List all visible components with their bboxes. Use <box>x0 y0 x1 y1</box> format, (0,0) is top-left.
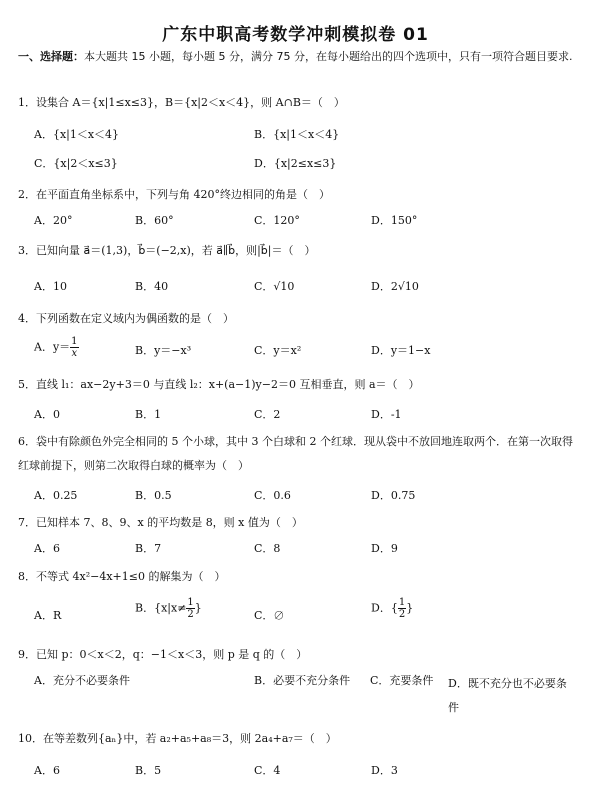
question-stem: 在平面直角坐标系中，下列与角 420°终边相同的角是（ ） <box>36 188 330 201</box>
question-7 <box>18 514 583 530</box>
page-title: 广东中职高考数学冲刺模拟卷 01 <box>162 25 429 45</box>
question-number: 4． <box>18 312 36 325</box>
question-10 <box>18 730 583 746</box>
fraction-numerator: 1 <box>187 597 194 608</box>
q7-option-b: B．7 <box>135 542 162 555</box>
q7-option-a: A．6 <box>34 542 60 555</box>
fraction-denominator: x <box>71 348 78 359</box>
question-8 <box>18 568 583 584</box>
q9-option-b: B．必要不充分条件 <box>254 674 351 687</box>
q4-option-d: D．y＝1−x <box>371 344 431 357</box>
q7-option-c: C．8 <box>254 542 281 555</box>
q3-option-d: D．2√10 <box>371 280 419 293</box>
question-stem: 已知样本 7、8、9、x 的平均数是 8，则 x 值为（ ） <box>36 516 303 529</box>
q8-option-b <box>135 597 202 620</box>
question-stem: 袋中有除颜色外完全相同的 5 个小球，其中 3 个白球和 2 个红球．现从袋中不放回地连取两个．在第一次取得红球前提下，则第二次取得白球的概率为（ ） <box>18 435 573 472</box>
q4-option-a <box>34 336 79 359</box>
q10-option-a: A．6 <box>34 764 60 777</box>
q3-option-a: A．10 <box>34 280 67 293</box>
q2-option-d: D．150° <box>371 214 418 227</box>
section-heading: 一、选择题： <box>18 50 84 63</box>
q4-option-a-label: A．y＝ <box>34 340 71 354</box>
question-2 <box>18 186 583 202</box>
fraction-one-half <box>398 597 406 620</box>
q9-option-d: D．既不充分也不必要条件 <box>448 677 567 714</box>
question-number: 8． <box>18 570 36 583</box>
q8-option-d-label: D．{ <box>371 601 398 615</box>
q8-option-d <box>371 597 413 620</box>
q8-option-b-close: } <box>194 601 202 615</box>
fraction-numerator: 1 <box>398 597 406 608</box>
q10-option-b: B．5 <box>135 764 162 777</box>
section-instructions <box>18 48 578 66</box>
q8-option-b-label: B．{x|x≠ <box>135 601 187 615</box>
q4-option-b: B．y＝−x³ <box>135 344 192 357</box>
fraction-1-over-x <box>70 336 78 359</box>
question-stem: 直线 l₁：ax−2y+3＝0 与直线 l₂：x+(a−1)y−2＝0 互相垂直，则 a＝（ ） <box>36 378 420 391</box>
q6-option-b: B．0.5 <box>135 489 172 502</box>
q8-option-c: C．∅ <box>254 609 285 622</box>
q6-option-d: D．0.75 <box>371 489 416 502</box>
question-1 <box>18 94 583 110</box>
question-stem: 已知向量 a⃗＝(1,3)，b⃗＝(−2,x)，若 a⃗∥b⃗，则|b⃗|＝（ ） <box>36 244 316 257</box>
question-number: 10． <box>18 732 43 745</box>
q8-option-d-close: } <box>406 601 414 615</box>
q6-option-c: C．0.6 <box>254 489 291 502</box>
question-4 <box>18 310 583 326</box>
question-number: 9． <box>18 648 36 661</box>
question-stem: 下列函数在定义域内为偶函数的是（ ） <box>36 312 234 325</box>
section-description: 本大题共 15 小题，每小题 5 分，满分 75 分，在每小题给出的四个选项中，只有一项符合题目要求. <box>84 50 573 63</box>
question-9 <box>18 646 583 662</box>
q4-option-c: C．y＝x² <box>254 344 302 357</box>
question-stem: 已知 p：0＜x＜2，q：−1＜x＜3，则 p 是 q 的（ ） <box>36 648 308 661</box>
q2-option-a: A．20° <box>34 214 73 227</box>
q8-option-a: A．R <box>34 609 62 622</box>
q6-option-a: A．0.25 <box>34 489 78 502</box>
q1-option-d: D．{x|2≤x≤3} <box>254 157 337 170</box>
question-6 <box>18 430 576 478</box>
fraction-one-half <box>186 597 194 620</box>
question-number: 3． <box>18 244 36 257</box>
question-5 <box>18 376 583 392</box>
q5-option-a: A．0 <box>34 408 60 421</box>
fraction-numerator: 1 <box>71 336 78 347</box>
q9-option-c: C．充要条件 <box>370 674 434 687</box>
question-number: 7． <box>18 516 36 529</box>
q1-option-a: A．{x|1＜x＜4} <box>34 128 120 141</box>
question-3 <box>18 242 583 258</box>
fraction-denominator: 2 <box>398 609 406 620</box>
q5-option-c: C．2 <box>254 408 281 421</box>
question-number: 2． <box>18 188 36 201</box>
question-number: 6． <box>18 435 36 448</box>
question-number: 1． <box>18 96 36 109</box>
q2-option-b: B．60° <box>135 214 174 227</box>
q1-option-c: C．{x|2＜x≤3} <box>34 157 118 170</box>
q2-option-c: C．120° <box>254 214 300 227</box>
q10-option-d: D．3 <box>371 764 398 777</box>
q10-option-c: C．4 <box>254 764 281 777</box>
question-stem: 不等式 4x²−4x+1≤0 的解集为（ ） <box>36 570 226 583</box>
q3-option-b: B．40 <box>135 280 169 293</box>
q5-option-b: B．1 <box>135 408 162 421</box>
fraction-denominator: 2 <box>187 609 194 620</box>
question-stem: 设集合 A＝{x|1≤x≤3}，B＝{x|2＜x＜4}，则 A∩B＝（ ） <box>36 96 345 109</box>
q5-option-d: D．-1 <box>371 408 402 421</box>
question-stem: 在等差数列{aₙ}中，若 a₂+a₅+a₈＝3，则 2a₄+a₇＝（ ） <box>43 732 337 745</box>
q7-option-d: D．9 <box>371 542 398 555</box>
question-number: 5． <box>18 378 36 391</box>
q9-option-a: A．充分不必要条件 <box>34 674 130 687</box>
q1-option-b: B．{x|1＜x＜4} <box>254 128 340 141</box>
q3-option-c: C．√10 <box>254 280 295 293</box>
